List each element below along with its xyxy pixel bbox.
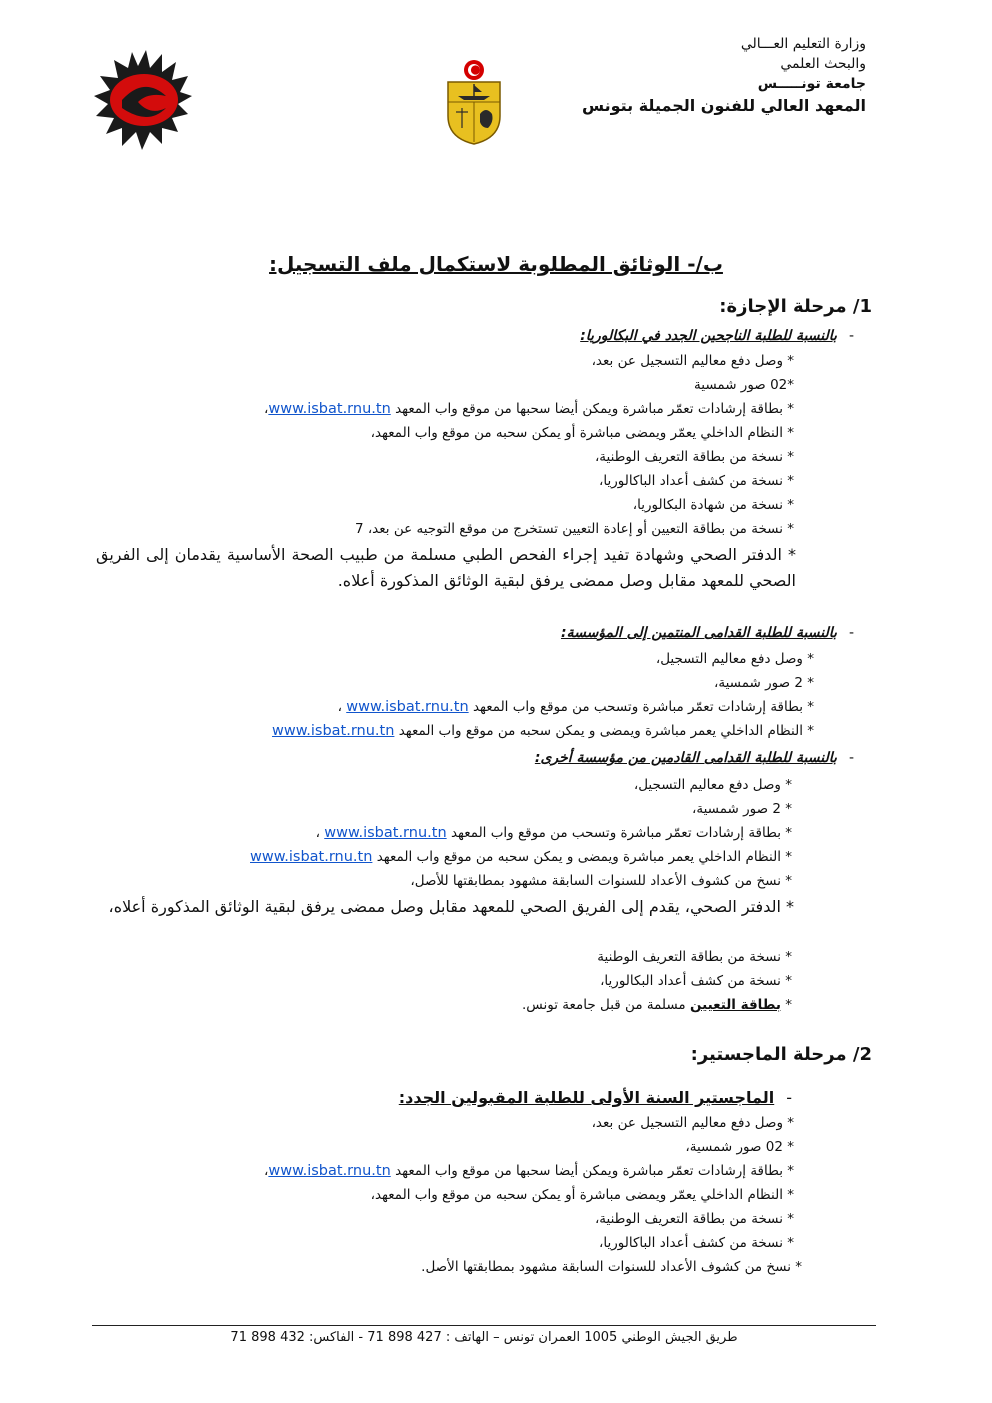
header-line-2: والبحث العلمي (780, 56, 866, 72)
list-item (250, 846, 792, 868)
institute-website-link[interactable]: www.isbat.rnu.tn (268, 1163, 391, 1179)
list-item: * 2 صور شمسية، (691, 801, 792, 817)
dash-marker: - (848, 328, 854, 344)
institute-logo-icon (92, 46, 194, 162)
list-item: * نسخة من بطاقة التعيين أو إعادة التعيين تستخرج من موقع التوجيه عن بعد، 7 (354, 521, 794, 537)
list-item-paragraph: * الدفتر الصحي، يقدم إلى الفريق الصحي للمعهد مقابل وصل ممضى يرفق لبقية الوثائق المذكورة أعلاه، (108, 897, 794, 916)
list-item: *02 صور شمسية (694, 377, 794, 393)
list-item-star: * (785, 997, 792, 1013)
list-item: * نسخ من كشوف الأعداد للسنوات السابقة مشهود بمطابقتها الأصل. (421, 1259, 802, 1275)
group-label-continuing-students (561, 625, 854, 641)
tunisia-emblem-icon (444, 56, 504, 146)
list-item: * نسخة من كشف أعداد الباكالوريا، (599, 1235, 794, 1251)
dash-marker: - (848, 750, 854, 766)
header-line-4: المعهد العالي للفنون الجميلة بتونس (581, 96, 866, 115)
list-item: * 02 صور شمسية، (685, 1139, 794, 1155)
header-line-1: وزارة التعليم العـــالي (740, 36, 866, 52)
list-item: * النظام الداخلي يعمّر ويمضى مباشرة أو يمكن سحبه من موقع واب المعهد، (370, 1187, 794, 1203)
institute-website-link[interactable]: www.isbat.rnu.tn (346, 699, 469, 715)
list-item: * بطاقة إرشادات تعمّر مباشرة ويمكن أيضا سحبها من موقع واب المعهد www.isbat.rnu.tn، (264, 401, 794, 417)
group-label-text: الماجستير السنة الأولى للطلبة المقبولين الجدد: (398, 1088, 775, 1107)
list-item: * نسخة من بطاقة التعريف الوطنية، (594, 1211, 794, 1227)
list-item: * نسخ من كشوف الأعداد للسنوات السابقة مشهود بمطابقتها للأصل، (410, 873, 792, 889)
section-heading-master: 2/ مرحلة الماجستير: (690, 1044, 872, 1065)
list-item: * نسخة من بطاقة التعريف الوطنية (597, 949, 792, 965)
list-item: * بطاقة إرشادات تعمّر مباشرة وتسحب من موقع واب المعهد www.isbat.rnu.tn ، (337, 699, 814, 715)
institute-website-link[interactable]: www.isbat.rnu.tn (250, 849, 373, 865)
group-label-transfer-students (535, 750, 854, 766)
list-item: * وصل دفع معاليم التسجيل، (655, 651, 814, 667)
institute-website-link[interactable]: www.isbat.rnu.tn (268, 401, 391, 417)
list-item-text: * بطاقة إرشادات تعمّر مباشرة ويمكن أيضا سحبها من موقع واب المعهد (395, 401, 794, 417)
footer-address: طريق الجيش الوطني 1005 العمران تونس – الهاتف : 427 898 71 - الفاكس: 432 898 71 (230, 1330, 738, 1345)
list-item-text: * بطاقة إرشادات تعمّر مباشرة وتسحب من موقع واب المعهد (450, 825, 792, 841)
list-item-text: * النظام الداخلي يعمر مباشرة ويمضى و يمكن سحبه من موقع واب المعهد (376, 849, 792, 865)
list-item: * نسخة من كشف أعداد الباكالوريا، (599, 473, 794, 489)
list-item: * وصل دفع معاليم التسجيل عن بعد، (591, 1115, 794, 1131)
list-item: * بطاقة إرشادات تعمّر مباشرة ويمكن أيضا سحبها من موقع واب المعهد www.isbat.rnu.tn، (264, 1163, 794, 1179)
list-item: * وصل دفع معاليم التسجيل عن بعد، (591, 353, 794, 369)
ministry-header (566, 34, 866, 118)
dash-marker: - (786, 1088, 792, 1107)
list-item: * بطاقة إرشادات تعمّر مباشرة وتسحب من موقع واب المعهد www.isbat.rnu.tn ، (315, 825, 792, 841)
group-label-new-students (580, 328, 854, 344)
institute-website-link[interactable]: www.isbat.rnu.tn (272, 723, 395, 739)
list-item-paragraph: * الدفتر الصحي وشهادة تفيد إجراء الفحص الطبي مسلمة من طبيب الصحة الأساسية يقدمان إلى الفريق الصحي للمعهد مقابل وصل ممضى يرفق لبقية الوثائق المذكورة أعلاه. (96, 545, 796, 590)
list-item: * وصل دفع معاليم التسجيل، (633, 777, 792, 793)
group-label-text: بالنسبة للطلبة القدامى القادمين من مؤسسة أخرى: (534, 750, 837, 766)
dash-marker: - (848, 625, 854, 641)
list-item: * نسخة من بطاقة التعريف الوطنية، (594, 449, 794, 465)
header-line-3: جامعة تونـــــس (757, 76, 866, 92)
list-item-text: * بطاقة إرشادات تعمّر مباشرة ويمكن أيضا سحبها من موقع واب المعهد (395, 1163, 794, 1179)
list-item: * نسخة من كشف أعداد البكالوريا، (600, 973, 792, 989)
list-item-text: * النظام الداخلي يعمر مباشرة ويمضى و يمكن سحبه من موقع واب المعهد (398, 723, 814, 739)
page-title: ب/- الوثائق المطلوبة لاستكمال ملف التسجيل: (269, 252, 723, 276)
group-label-text: بالنسبة للطلبة الناجحين الجدد في البكالوريا: (580, 328, 837, 344)
list-item (522, 994, 792, 1016)
list-item: * 2 صور شمسية، (713, 675, 814, 691)
group-label-text: بالنسبة للطلبة القدامى المنتمين إلى المؤسسة: (560, 625, 837, 641)
list-item: * النظام الداخلي يعمّر ويمضى مباشرة أو يمكن سحبه من موقع واب المعهد، (370, 425, 794, 441)
section-heading-licence: 1/ مرحلة الإجازة: (719, 296, 872, 317)
list-item: * نسخة من شهادة البكالوريا، (632, 497, 794, 513)
institute-website-link[interactable]: www.isbat.rnu.tn (324, 825, 447, 841)
list-item (272, 720, 814, 742)
group-label-master-first-year (399, 1088, 792, 1107)
footer-divider (92, 1325, 876, 1326)
list-item-text: مسلمة من قبل جامعة تونس. (521, 997, 686, 1013)
list-item-text: * بطاقة إرشادات تعمّر مباشرة وتسحب من موقع واب المعهد (472, 699, 814, 715)
assignment-card-label: بطاقة التعيين (689, 997, 781, 1013)
